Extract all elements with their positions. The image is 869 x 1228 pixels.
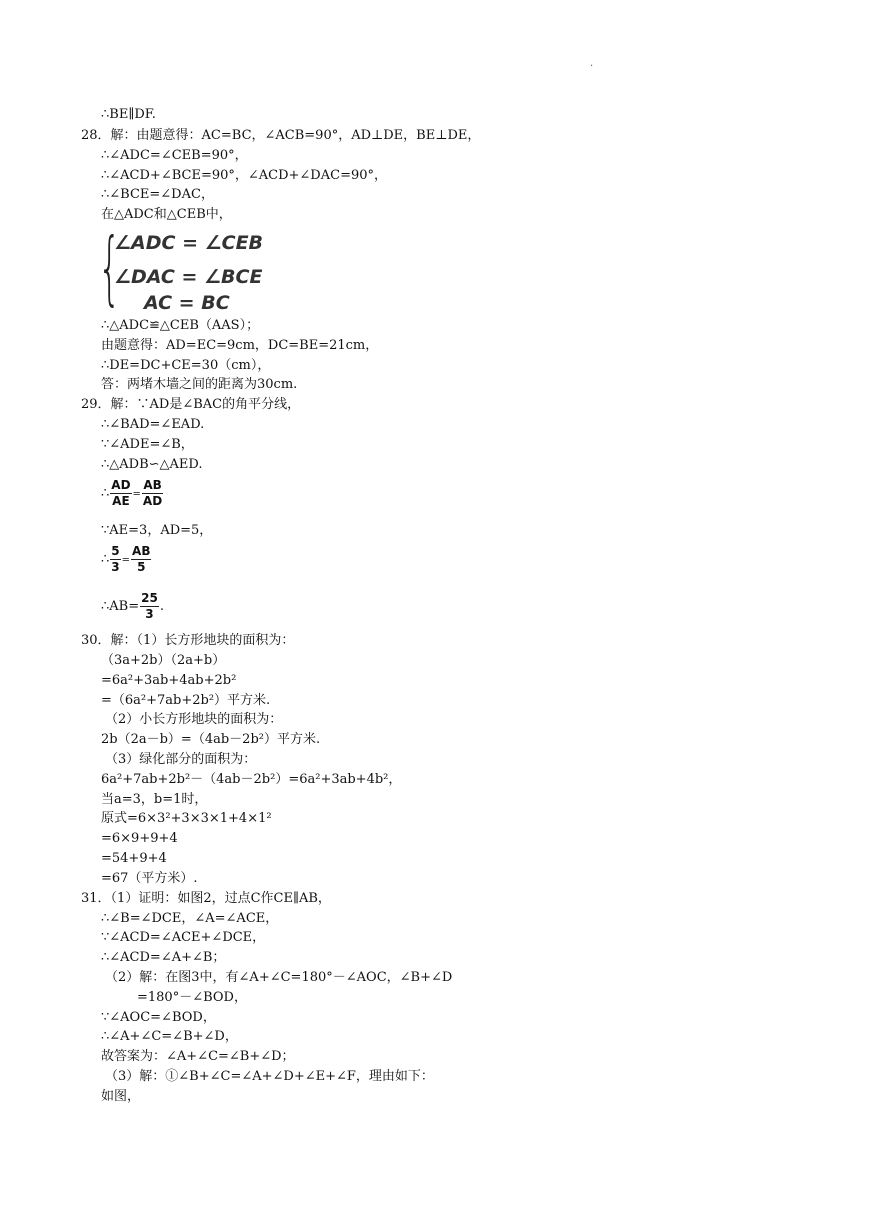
text-line: ∴BE∥DF. xyxy=(101,107,156,122)
text-line: =67（平方米）. xyxy=(101,871,198,886)
text-line: ∵∠ADE=∠B， xyxy=(101,437,194,452)
fraction-line-3 xyxy=(101,591,164,622)
numerator: AD xyxy=(111,478,131,492)
fraction xyxy=(140,591,159,622)
fraction-line-2 xyxy=(101,544,152,575)
text-line: ∴DE=DC+CE=30（cm）， xyxy=(101,358,271,373)
text-line: ∴△ADB∽△AED. xyxy=(101,457,203,472)
text-line: ∵AE=3，AD=5， xyxy=(101,523,213,538)
text-line: 2b（2a－b）=（4ab－2b²）平方米. xyxy=(101,732,321,747)
text-line: 故答案为：∠A+∠C=∠B+∠D； xyxy=(101,1049,295,1064)
text-line: ∴∠ADC=∠CEB=90°， xyxy=(101,148,248,163)
text-line: =6×9+9+4 xyxy=(101,831,178,846)
numerator: 5 xyxy=(111,544,120,558)
fraction xyxy=(110,478,131,509)
denominator: 3 xyxy=(111,560,120,574)
denominator: 5 xyxy=(137,560,146,574)
text-line: （2）小长方形地块的面积为： xyxy=(105,712,283,727)
fraction-line-1 xyxy=(101,478,164,509)
text-line: 当a=3，b=1时， xyxy=(101,792,208,807)
fraction-suffix: . xyxy=(159,599,164,614)
text-line: 由题意得：AD=EC=9cm，DC=BE=21cm， xyxy=(101,338,379,353)
text-line: =180°－∠BOD， xyxy=(137,990,247,1005)
denominator: AD xyxy=(142,494,163,508)
text-line: 在△ADC和△CEB中， xyxy=(101,207,232,222)
problem-29-heading: 29．解：∵AD是∠BAC的角平分线， xyxy=(81,397,301,412)
problem-28-heading: 28．解：由题意得：AC=BC，∠ACB=90°，AD⊥DE，BE⊥DE， xyxy=(81,128,481,143)
text-line: 原式=6×3²+3×3×1+4×1² xyxy=(101,811,272,826)
system-equation-2: ∠DAC = ∠BCE xyxy=(114,266,263,288)
text-line: 6a²+7ab+2b²－（4ab－2b²）=6a²+3ab+4b²， xyxy=(101,772,402,787)
text-line: =6a²+3ab+4ab+2b² xyxy=(101,673,237,688)
text-line: （3a+2b）（2a+b） xyxy=(101,653,226,668)
text-line: （3）绿化部分的面积为： xyxy=(105,752,257,767)
numerator: AB xyxy=(143,478,162,492)
fraction-prefix: ∴ xyxy=(101,552,110,567)
text-line: ∴∠A+∠C=∠B+∠D， xyxy=(101,1029,238,1044)
text-line: ∴∠ACD+∠BCE=90°，∠ACD+∠DAC=90°， xyxy=(101,168,387,183)
numerator: AB xyxy=(132,544,151,558)
text-line: ∴∠BAD=∠EAD. xyxy=(101,417,205,432)
text-line: ∵∠AOC=∠BOD， xyxy=(101,1010,216,1025)
text-line: ∵∠ACD=∠ACE+∠DCE， xyxy=(101,930,266,945)
text-line: 如图， xyxy=(101,1089,141,1104)
equation-system xyxy=(98,221,298,314)
problem-31-heading: 31．（1）证明：如图2，过点C作CE∥AB， xyxy=(81,891,331,906)
equals-sign: = xyxy=(132,489,141,500)
text-line: =54+9+4 xyxy=(101,851,167,866)
text-line: ∴△ADC≌△CEB（AAS）； xyxy=(101,318,260,333)
text-line: =（6a²+7ab+2b²）平方米. xyxy=(101,693,271,708)
fraction-prefix: ∴AB= xyxy=(101,599,140,614)
text-line: （3）解：①∠B+∠C=∠A+∠D+∠E+∠F，理由如下： xyxy=(105,1069,434,1084)
equals-sign: = xyxy=(121,555,131,566)
fraction xyxy=(131,544,151,575)
system-equation-3: AC = BC xyxy=(144,292,230,314)
denominator: AE xyxy=(112,494,130,508)
system-equation-1: ∠ADC = ∠CEB xyxy=(114,232,264,254)
text-line: ∴∠ACD=∠A+∠B； xyxy=(101,950,226,965)
text-line: 答：两堵木墙之间的距离为30cm. xyxy=(101,377,298,392)
text-line: ∴∠BCE=∠DAC， xyxy=(101,187,214,202)
problem-30-heading: 30．解：（1）长方形地块的面积为： xyxy=(81,633,295,648)
fraction-prefix: ∴ xyxy=(101,486,110,501)
numerator: 25 xyxy=(141,591,158,605)
fraction xyxy=(142,478,163,509)
fraction xyxy=(110,544,120,575)
left-brace-icon: { xyxy=(98,221,121,314)
denominator: 3 xyxy=(145,607,154,621)
header-mark: . xyxy=(590,58,594,69)
text-line: ∴∠B=∠DCE，∠A=∠ACE， xyxy=(101,911,279,926)
text-line: （2）解：在图3中，有∠A+∠C=180°－∠AOC，∠B+∠D xyxy=(105,970,453,985)
